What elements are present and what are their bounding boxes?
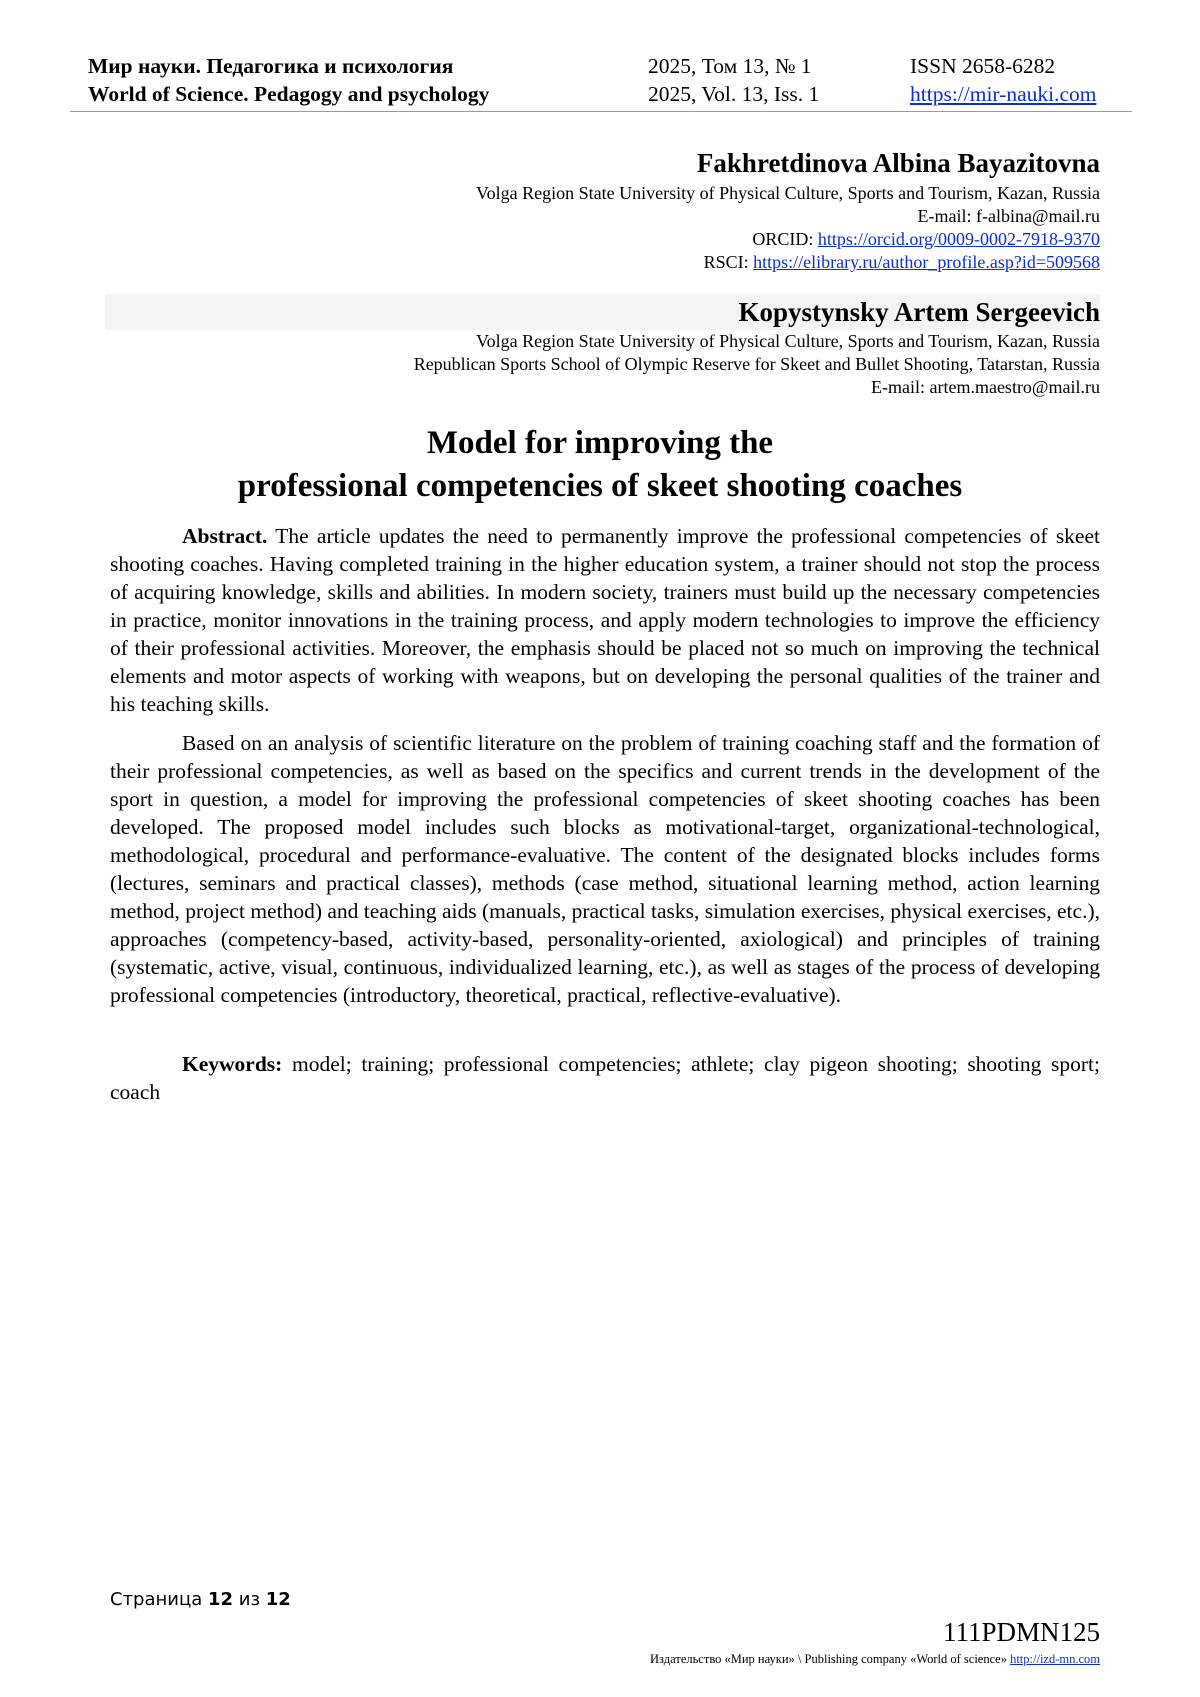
issue-ru: 2025, Том 13, № 1 — [648, 54, 812, 78]
page-prefix: Страница — [110, 1589, 208, 1610]
abstract-text-1: The article updates the need to permanently improve the professional competencies of skeet shooting coaches. Having completed training in the higher education system, a trainer should not stop the process of acquiring knowledge, skills and abilities. In modern society, trainers must build up the necessary competencies in practice, monitor innovations in the training process, and apply modern technologies to improve the efficiency of their professional activities. Moreover, the emphasis should be placed not so much on improving the technical elements and motor aspects of working with weapons, but on developing the personal qualities of the trainer and his teaching skills. — [110, 524, 1100, 716]
keywords-section — [110, 1050, 1100, 1106]
header-divider — [70, 111, 1132, 112]
publisher-line — [650, 1652, 1100, 1667]
publisher-text: Издательство «Мир науки» \ Publishing company «World of science» — [650, 1652, 1011, 1666]
abstract-section — [110, 522, 1100, 718]
author-1-rsci — [476, 251, 1100, 274]
author-1 — [476, 147, 1100, 274]
author-2-affiliation-2: Republican Sports School of Olympic Reserve for Skeet and Bullet Shooting, Tatarstan, Russia — [413, 354, 1100, 374]
page-counter — [110, 1589, 291, 1610]
abstract-label: Abstract. — [182, 524, 268, 548]
page-total: 12 — [265, 1589, 291, 1610]
journal-name-ru: Мир науки. Педагогика и психология — [88, 54, 454, 78]
keywords-label: Keywords: — [182, 1052, 283, 1076]
abstract-paragraph-1 — [110, 522, 1100, 718]
orcid-link[interactable]: https://orcid.org/0009-0002-7918-9370 — [817, 229, 1100, 249]
publisher-link[interactable]: http://izd-mn.com — [1010, 1652, 1100, 1666]
article-title-line-1: Model for improving the — [426, 425, 774, 461]
author-2-email: E-mail: artem.maestro@mail.ru — [871, 377, 1100, 397]
author-1-affiliation: Volga Region State University of Physical Culture, Sports and Tourism, Kazan, Russia — [475, 183, 1100, 203]
author-2-name: Kopystynsky Artem Sergeevich — [738, 297, 1100, 327]
abstract-paragraph-2: Based on an analysis of scientific literature on the problem of training coaching staff and the formation of their professional competencies, as well as based on the specifics and current trends in the development of the sport in question, a model for improving the professional competencies of skeet shooting coaches has been developed. The proposed model includes such blocks as motivational-target, organizational-technological, methodological, procedural and performance-evaluative. The content of the designated blocks includes forms (lectures, seminars and practical classes), methods (case method, situational learning method, action learning method, project method) and teaching aids (manuals, practical tasks, simulation exercises, physical exercises, etc.), approaches (competency-based, activity-based, personality-oriented, axiological) and principles of training (systematic, active, visual, continuous, individualized learning, etc.), as well as stages of the process of developing professional competencies (introductory, theoretical, practical, reflective-evaluative). — [110, 731, 1100, 1007]
issue-en: 2025, Vol. 13, Iss. 1 — [648, 82, 820, 106]
journal-name-en: World of Science. Pedagogy and psychology — [88, 82, 490, 106]
keywords-paragraph — [110, 1050, 1100, 1106]
journal-site-link[interactable]: https://mir-nauki.com — [910, 82, 1097, 106]
journal-header — [88, 52, 1118, 112]
article-title — [100, 422, 1100, 508]
document-code: 111PDMN125 — [942, 1617, 1100, 1647]
page-middle: из — [233, 1589, 266, 1610]
rsci-label: RSCI: — [703, 252, 754, 272]
author-1-orcid — [476, 228, 1100, 251]
issue-block — [648, 52, 819, 108]
issn: ISSN 2658-6282 — [910, 54, 1056, 78]
author-2 — [414, 296, 1100, 399]
author-2-affiliation: Volga Region State University of Physical Culture, Sports and Tourism, Kazan, Russia — [475, 331, 1100, 351]
abstract-continuation — [110, 729, 1100, 1009]
issn-block — [910, 52, 1096, 108]
page-current: 12 — [207, 1589, 234, 1610]
author-1-email: E-mail: f-albina@mail.ru — [917, 206, 1100, 226]
author-1-name: Fakhretdinova Albina Bayazitovna — [696, 148, 1100, 178]
journal-name-block — [88, 52, 489, 108]
article-title-line-2: professional competencies of skeet shooting coaches — [237, 468, 963, 504]
rsci-link[interactable]: https://elibrary.ru/author_profile.asp?id=509568 — [753, 252, 1100, 272]
orcid-label: ORCID: — [752, 229, 818, 249]
keywords-text: model; training; professional competencies; athlete; clay pigeon shooting; shooting sport; coach — [110, 1052, 1100, 1104]
